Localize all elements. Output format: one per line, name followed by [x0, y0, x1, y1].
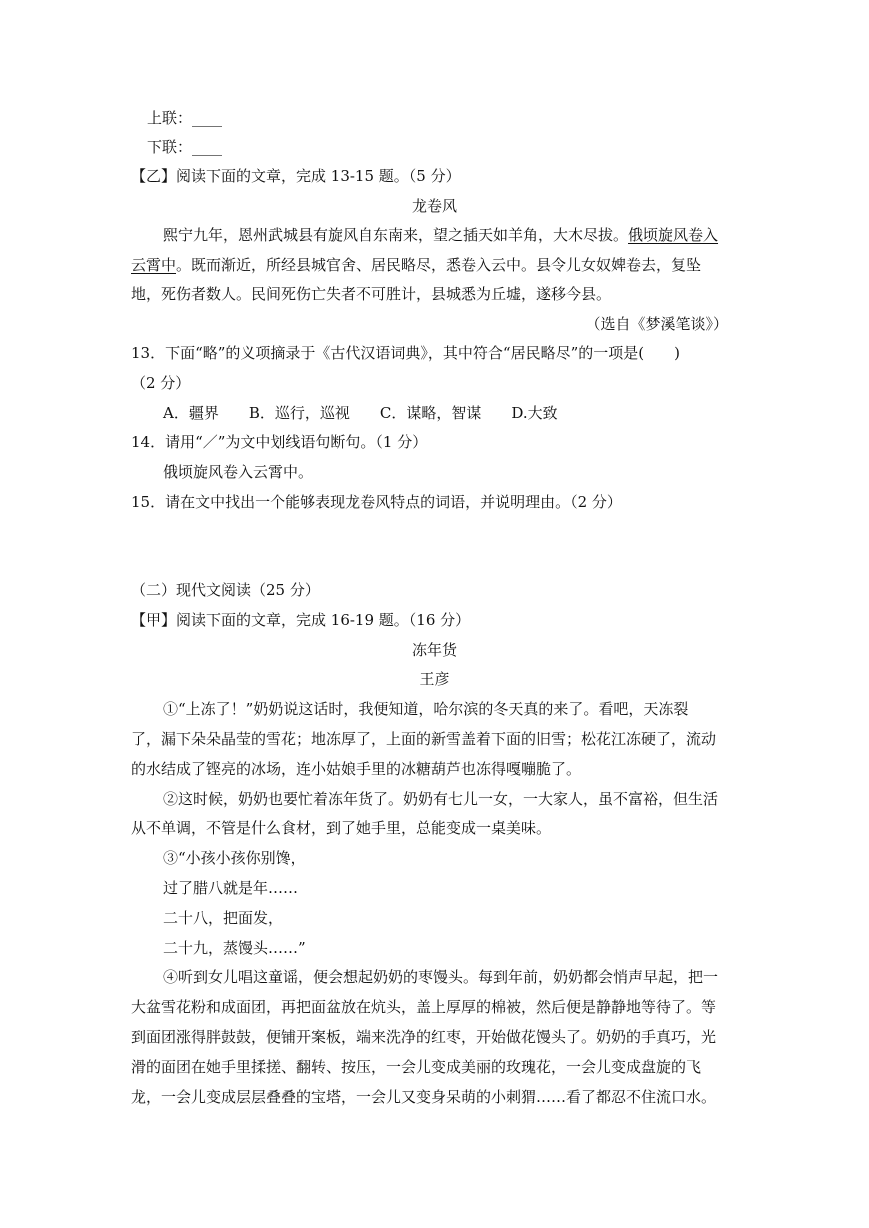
article-line: ④听到女儿唱这童谣，便会想起奶奶的枣馒头。每到年前，奶奶都会悄声早起，把一	[163, 968, 719, 986]
section-yi-paragraph-line-1	[163, 225, 718, 245]
underlined-sentence-part-2: 云霄中	[131, 256, 177, 274]
section-yi-paragraph-line-3: 地，死伤者数人。民间死伤亡失者不可胜计，县城悉为丘墟，遂移今县。	[131, 285, 612, 303]
article-line: ②这时候，奶奶也要忙着冻年货了。奶奶有七儿一女，一大家人，虽不富裕，但生活	[163, 790, 719, 808]
article-line: 了，漏下朵朵晶莹的雪花；地冻厚了，上面的新雪盖着下面的旧雪；松花江冻硬了，流动	[131, 730, 717, 748]
article-author: 王彦	[419, 670, 450, 688]
article-line: 从不单调，不管是什么食材，到了她手里，总能变成一桌美味。	[131, 819, 552, 837]
question-15: 15．请在文中找出一个能够表现龙卷风特点的词语，并说明理由。（2 分）	[131, 493, 622, 511]
article-title: 冻年货	[411, 641, 457, 659]
article-line: 滑的面团在她手里揉搓、翻转、按压，一会儿变成美丽的玫瑰花，一会儿变成盘旋的飞	[131, 1058, 702, 1076]
section-yi-paragraph-line-2	[131, 255, 701, 275]
source-citation: （选自《梦溪笔谈》）	[585, 315, 728, 333]
article-line: 龙，一会儿变成层层叠叠的宝塔，一会儿又变身呆萌的小刺猬……看了都忍不住流口水。	[131, 1088, 717, 1106]
article-line: 大盆雪花粉和成面团，再把面盆放在炕头，盖上厚厚的棉被，然后便是静静地等待了。等	[131, 998, 717, 1016]
question-14: 14．请用“／”为文中划线语句断句。（1 分）	[131, 433, 428, 451]
question-13-options: A．疆界 B．巡行，巡视 C．谋略，智谋 D.大致	[163, 404, 558, 422]
article-line: 的水结成了铿亮的冰场，连小姑娘手里的冰糖葫芦也冻得嘎嘣脆了。	[131, 760, 582, 778]
section-jia-header: 【甲】阅读下面的文章，完成 16-19 题。（16 分）	[131, 611, 471, 629]
paragraph-text: 。既而渐近，所经县城官舍、居民略尽，悉卷入云中。县令儿女奴婢卷去，复坠	[176, 256, 702, 274]
couplet-lower: 下联：____	[147, 138, 223, 156]
article-line: ③“小孩小孩你别馋，	[163, 849, 306, 867]
question-13: 13．下面“略”的义项摘录于《古代汉语词典》，其中符合“居民略尽”的一项是( )	[131, 344, 680, 362]
paragraph-text: 熙宁九年，恩州武城县有旋风自东南来，望之插天如羊角，大木尽拔。	[163, 226, 629, 244]
modern-reading-header: （二）现代文阅读（25 分）	[131, 581, 320, 599]
section-yi-header: 【乙】阅读下面的文章，完成 13-15 题。（5 分）	[131, 167, 461, 185]
question-13-points: （2 分）	[131, 374, 191, 392]
article-line: 二十九，蒸馒头……”	[163, 939, 306, 957]
article-line: ①“上冻了！”奶奶说这话时，我便知道，哈尔滨的冬天真的来了。看吧，天冻裂	[163, 700, 689, 718]
underlined-sentence-part-1: 俄顷旋风卷入	[628, 226, 719, 244]
article-line: 到面团涨得胖鼓鼓，便铺开案板，端来洗净的红枣，开始做花馒头了。奶奶的手真巧，光	[131, 1028, 717, 1046]
question-14-sentence: 俄顷旋风卷入云霄中。	[163, 463, 314, 481]
article-line: 过了腊八就是年……	[163, 879, 299, 897]
article-line: 二十八，把面发，	[163, 909, 284, 927]
couplet-upper: 上联：____	[147, 109, 223, 127]
section-yi-title: 龙卷风	[411, 197, 457, 215]
